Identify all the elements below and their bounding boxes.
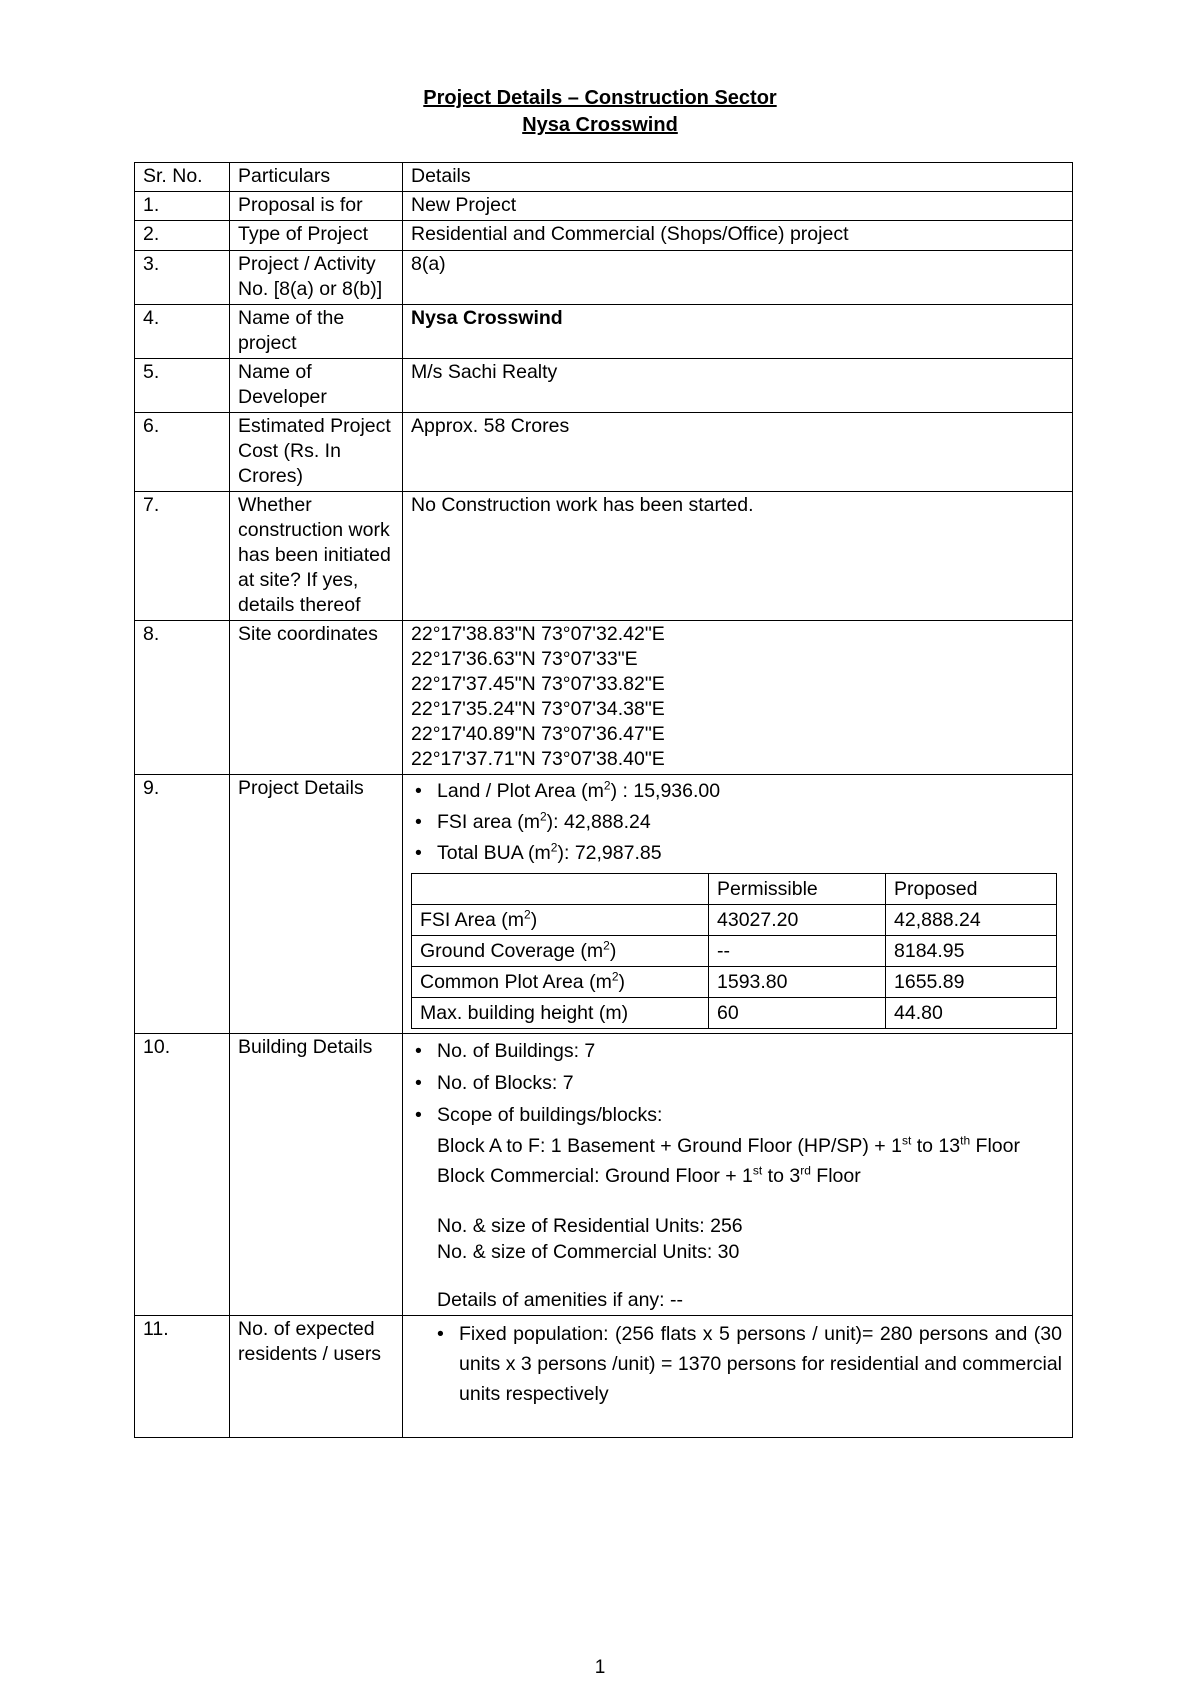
table-row xyxy=(412,936,1057,967)
residential-units: No. & size of Residential Units: 256 xyxy=(437,1215,743,1237)
row-particulars: Site coordinates xyxy=(230,621,403,775)
coordinate: 22°17'37.71"N 73°07'38.40"E xyxy=(411,748,665,770)
block-a-to-f: Block A to F: 1 Basement + Ground Floor (HP/SP) + 1st to 13th Floor xyxy=(437,1133,1020,1157)
row-sr: 5. xyxy=(135,359,230,413)
row-particulars: Name of Developer xyxy=(230,359,403,413)
area-list xyxy=(411,776,1062,869)
area-table-header xyxy=(412,874,1057,905)
commercial-units: No. & size of Commercial Units: 30 xyxy=(437,1241,740,1263)
table-row xyxy=(135,359,1073,413)
table-row xyxy=(135,1034,1073,1316)
row-sr: 6. xyxy=(135,413,230,492)
building-list xyxy=(411,1035,1064,1131)
building-scope-details xyxy=(411,1131,1064,1313)
row-particulars: Project Details xyxy=(230,775,403,1034)
row-particulars: Type of Project xyxy=(230,221,403,251)
table-row xyxy=(135,192,1073,221)
table-row xyxy=(135,492,1073,621)
area-proposed: 44.80 xyxy=(886,998,1057,1029)
population-list xyxy=(433,1319,1062,1409)
row-sr: 2. xyxy=(135,221,230,251)
table-row xyxy=(135,775,1073,1034)
row-sr: 3. xyxy=(135,251,230,305)
project-details-table xyxy=(134,162,1073,1438)
area-proposed: 8184.95 xyxy=(886,936,1057,967)
building-details-cell xyxy=(403,1034,1073,1316)
coordinate: 22°17'38.83"N 73°07'32.42"E xyxy=(411,623,665,645)
row-details: Nysa Crosswind xyxy=(403,305,1073,359)
row-details: New Project xyxy=(403,192,1073,221)
table-row xyxy=(135,413,1073,492)
area-permissible: -- xyxy=(709,936,886,967)
area-proposed: 1655.89 xyxy=(886,967,1057,998)
header-particulars: Particulars xyxy=(230,163,403,192)
row-sr: 7. xyxy=(135,492,230,621)
table-row xyxy=(412,905,1057,936)
row-sr: 8. xyxy=(135,621,230,775)
row-particulars: Proposal is for xyxy=(230,192,403,221)
row-sr: 9. xyxy=(135,775,230,1034)
page-subtitle: Nysa Crosswind xyxy=(522,114,678,136)
list-item: • Land / Plot Area $(m^2)$ : 15,936.00 xyxy=(411,776,1062,807)
row-details: Approx. 58 Crores xyxy=(403,413,1073,492)
row-particulars: Estimated Project Cost (Rs. In Crores) xyxy=(230,413,403,492)
list-item: • Fixed population: (256 flats x 5 persons / unit)= 280 persons and (30 units x 3 persons /unit) = 1370 persons for residential and commercial units respectively xyxy=(433,1319,1062,1409)
row-details: No Construction work has been started. xyxy=(403,492,1073,621)
row-details: M/s Sachi Realty xyxy=(403,359,1073,413)
list-item: • Total BUA $(m^2)$: 72,987.85 xyxy=(411,838,1062,869)
page-title: Project Details – Construction Sector xyxy=(423,87,777,109)
row-sr: 10. xyxy=(135,1034,230,1316)
row-details: Residential and Commercial (Shops/Office) project xyxy=(403,221,1073,251)
area-header-proposed: Proposed xyxy=(886,874,1057,905)
area-permissible: 60 xyxy=(709,998,886,1029)
amenities: Details of amenities if any: -- xyxy=(437,1289,684,1311)
area-param: Max. building height (m) xyxy=(412,998,709,1029)
row-particulars: Project / Activity No. [8(a) or 8(b)] xyxy=(230,251,403,305)
table-row xyxy=(135,305,1073,359)
list-item: • No. of Blocks: 7 xyxy=(411,1067,1064,1099)
header-details: Details xyxy=(403,163,1073,192)
row-particulars: Name of the project xyxy=(230,305,403,359)
project-details-cell xyxy=(403,775,1073,1034)
row-particulars: No. of expected residents / users xyxy=(230,1316,403,1438)
table-row xyxy=(135,221,1073,251)
table-header-row xyxy=(135,163,1073,192)
area-header-permissible: Permissible xyxy=(709,874,886,905)
table-row xyxy=(135,621,1073,775)
row-sr: 4. xyxy=(135,305,230,359)
area-param: Ground Coverage $(m^2)$ xyxy=(412,936,709,967)
page-number: 1 xyxy=(594,1657,606,1678)
table-row xyxy=(135,251,1073,305)
list-item: • FSI area $(m^2)$: 42,888.24 xyxy=(411,807,1062,838)
coordinate: 22°17'36.63"N 73°07'33"E xyxy=(411,648,638,670)
area-comparison-table xyxy=(411,873,1057,1029)
area-proposed: 42,888.24 xyxy=(886,905,1057,936)
site-coordinates xyxy=(403,621,1073,775)
area-permissible: 1593.80 xyxy=(709,967,886,998)
area-param: FSI Area $(m^2)$ xyxy=(412,905,709,936)
header-sr-no: Sr. No. xyxy=(135,163,230,192)
table-row xyxy=(412,967,1057,998)
row-details: 8(a) xyxy=(403,251,1073,305)
table-row xyxy=(135,1316,1073,1438)
coordinate: 22°17'35.24"N 73°07'34.38"E xyxy=(411,698,665,720)
list-item: • Scope of buildings/blocks: xyxy=(411,1099,1064,1131)
coordinate: 22°17'37.45"N 73°07'33.82"E xyxy=(411,673,665,695)
table-row xyxy=(412,998,1057,1029)
row-particulars: Whether construction work has been initiated at site? If yes, details thereof xyxy=(230,492,403,621)
population-cell xyxy=(403,1316,1073,1438)
row-particulars: Building Details xyxy=(230,1034,403,1316)
area-header-blank xyxy=(412,874,709,905)
area-permissible: 43027.20 xyxy=(709,905,886,936)
row-sr: 11. xyxy=(135,1316,230,1438)
area-param: Common Plot Area $(m^2)$ xyxy=(412,967,709,998)
list-item: • No. of Buildings: 7 xyxy=(411,1035,1064,1067)
coordinate: 22°17'40.89"N 73°07'36.47"E xyxy=(411,723,665,745)
row-sr: 1. xyxy=(135,192,230,221)
block-commercial: Block Commercial: Ground Floor + 1st to 3rd Floor xyxy=(437,1163,861,1187)
